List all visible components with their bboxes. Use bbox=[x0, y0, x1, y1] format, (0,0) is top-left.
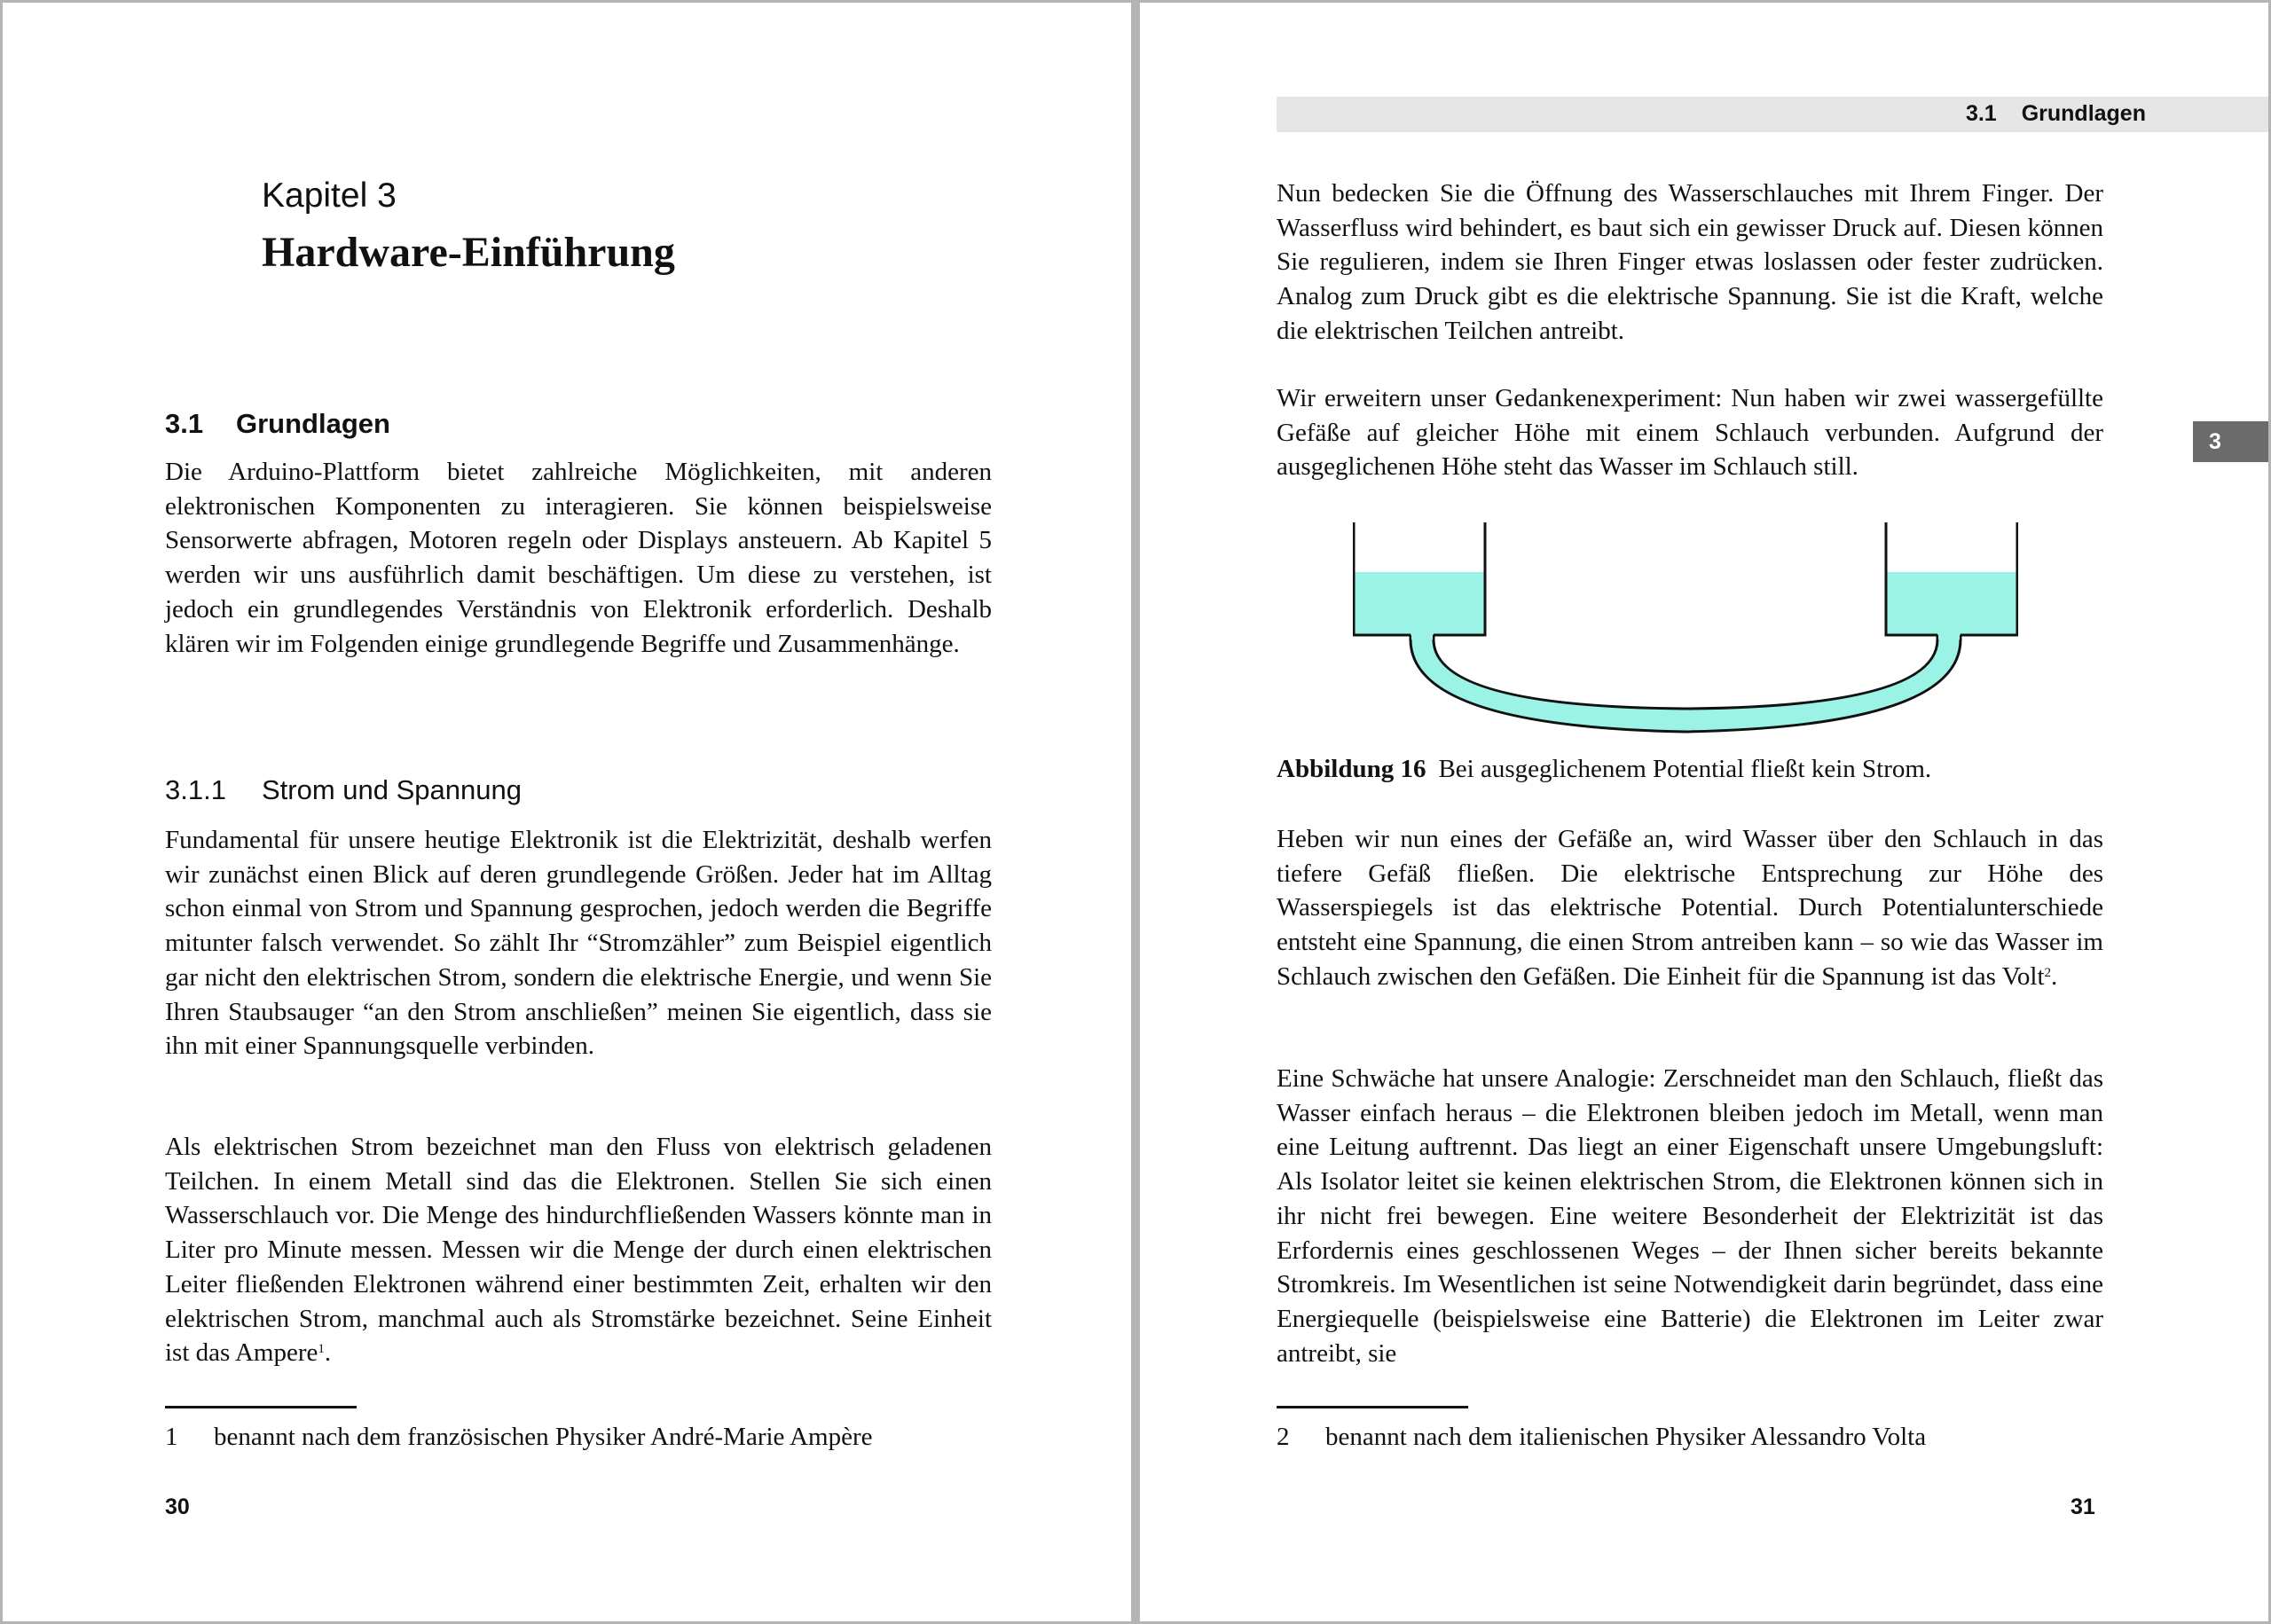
left-page bbox=[3, 3, 1131, 1621]
running-head bbox=[1277, 97, 2268, 132]
section-heading bbox=[165, 408, 390, 440]
hose bbox=[1411, 636, 1961, 732]
caption-label: Abbildung 16 bbox=[1277, 755, 1426, 783]
right-vessel-water bbox=[1886, 572, 2017, 634]
running-head-title: Grundlagen bbox=[2021, 101, 2146, 126]
page-number: 31 bbox=[2071, 1495, 2095, 1519]
footnote-text: benannt nach dem französischen Physiker André-Marie Ampère bbox=[214, 1423, 873, 1451]
footnote-text: benannt nach dem italienischen Physiker Alessandro Volta bbox=[1325, 1423, 1927, 1451]
footnote-number: 1 bbox=[165, 1423, 178, 1451]
paragraph-schwaeche: Eine Schwäche hat unsere Analogie: Zerschneidet man den Schlauch, fließt das Wasser einfach heraus – die Elektronen bleiben jedoch im Metall, wenn man eine Leitung auftrennt. Das liegt an einer Eigenschaft unsere Umgebungsluft: Als Isolator leitet sie keinen elektrischen Strom, die Elektronen können sich in ihr nicht frei bewegen. Eine weitere Besonderheit der Elektrizität ist das Erfordernis eines geschlossenen Weges – der Ihnen sicher bereits bekannte Stromkreis. Im Wesentlichen ist seine Notwendigkeit darin begründet, dass eine Energiequelle (beispielsweise eine Batterie) die Elektronen im Leiter zwar antreibt, sie bbox=[1277, 1064, 2103, 1368]
paragraph-potential bbox=[1277, 822, 2103, 994]
footnote-ref: 2 bbox=[2044, 965, 2052, 980]
subsection-number: 3.1.1 bbox=[165, 774, 226, 805]
page-number: 30 bbox=[165, 1495, 190, 1519]
paragraph-text: Als elektrischen Strom bezeichnet man den Fluss von elektrisch geladenen Teilchen. In einem Metall sind das die Elektronen. Stellen Sie sich einen Wasserschlauch vor. Die Menge des hindurchfließenden Wassers könnte man in Liter pro Minute messen. Messen wir die Menge der durch einen elektrischen Leiter fließenden Elektronen während einer bestimmten Zeit, erhalten wir den elektrischen Strom, manchmal auch als Stromstärke bezeichnet. Seine Einheit ist das Ampere bbox=[165, 1133, 992, 1368]
chapter-title: Hardware-Einführung bbox=[262, 229, 675, 276]
paragraph-gedankenexperiment: Wir erweitern unser Gedankenexperiment: Nun haben wir zwei wassergefüllte Gefäße auf gleicher Höhe mit einem Schlauch verbunden. Aufgrund der ausgeglichenen Höhe steht das Wasser im Schlauch still. bbox=[1277, 384, 2103, 482]
running-head-number: 3.1 bbox=[1965, 101, 1997, 126]
paragraph-end: . bbox=[324, 1338, 332, 1368]
subsection-heading bbox=[165, 774, 522, 806]
chapter-thumb-tab: 3 bbox=[2193, 421, 2268, 462]
figure-caption bbox=[1277, 755, 1931, 784]
right-page bbox=[1140, 3, 2268, 1621]
paragraph-text: Heben wir nun eines der Gefäße an, wird Wasser über den Schlauch in das tiefere Gefäß fließen. Die elektrische Entsprechung zur Höhe des Wasserspiegels ist das elektrische Potential. Durch Potentialunterschiede entsteht eine Spannung, die einen Strom antreiben kann – so wie das Wasser im Schlauch zwischen den Gefäßen. Die Einheit für die Spannung ist das Volt bbox=[1277, 825, 2103, 991]
footnote-ref: 1 bbox=[318, 1342, 325, 1357]
paragraph-elektrischer-strom bbox=[165, 1130, 992, 1370]
subsection-title: Strom und Spannung bbox=[262, 774, 522, 805]
footnote-rule bbox=[165, 1406, 357, 1408]
footnote bbox=[1277, 1420, 1926, 1454]
chapter-label: Kapitel 3 bbox=[262, 177, 397, 215]
paragraph-strom-spannung: Fundamental für unsere heutige Elektronik ist die Elektrizität, deshalb werfen wir zunächst einen Blick auf deren grundlegende Größen. Jeder hat im Alltag schon einmal von Strom und Spannung gesprochen, jedoch werden die Begriffe mitunter falsch verwendet. So zählt Ihr “Stromzähler” zum Beispiel eigentlich gar nicht den elektrischen Strom, sondern die elektrische Energie, und wenn Sie Ihren Staubsauger “an den Strom anschließen” meinen Sie eigentlich, dass sie ihn mit einer Spannungsquelle verbinden. bbox=[165, 826, 992, 1061]
footnote-number: 2 bbox=[1277, 1423, 1290, 1451]
section-number: 3.1 bbox=[165, 408, 204, 439]
vessels-drawing bbox=[1354, 522, 2017, 732]
running-head-text bbox=[1966, 101, 2146, 127]
vessels-figure bbox=[1353, 522, 2018, 753]
footnote bbox=[165, 1420, 872, 1454]
paragraph-finger: Nun bedecken Sie die Öffnung des Wasserschlauches mit Ihrem Finger. Der Wasserfluss wird behindert, es baut sich ein gewisser Druck auf. Diesen können Sie regulieren, indem sie Ihren Finger etwas loslassen oder fester zudrücken. Analog zum Druck gibt es die elektrische Spannung. Sie ist die Kraft, welche die elektrischen Teilchen antreibt. bbox=[1277, 179, 2103, 345]
intro-paragraph: Die Arduino-Plattform bietet zahlreiche Möglichkeiten, mit anderen elektronischen Komponenten zu interagieren. Sie können beispielsweise Sensorwerte abfragen, Motoren regeln oder Displays ansteuern. Ab Kapitel 5 werden wir uns ausführlich damit beschäftigen. Um diese zu verstehen, ist jedoch ein grundlegendes Verständnis von Elektronik erforderlich. Deshalb klären wir im Folgenden einige grundlegende Begriffe und Zusammenhänge. bbox=[165, 458, 992, 658]
footnote-rule bbox=[1277, 1406, 1468, 1408]
section-title: Grundlagen bbox=[236, 408, 390, 439]
paragraph-end: . bbox=[2051, 961, 2058, 991]
left-vessel-water bbox=[1354, 572, 1485, 634]
caption-text: Bei ausgeglichenem Potential fließt kein Strom. bbox=[1438, 755, 1932, 783]
